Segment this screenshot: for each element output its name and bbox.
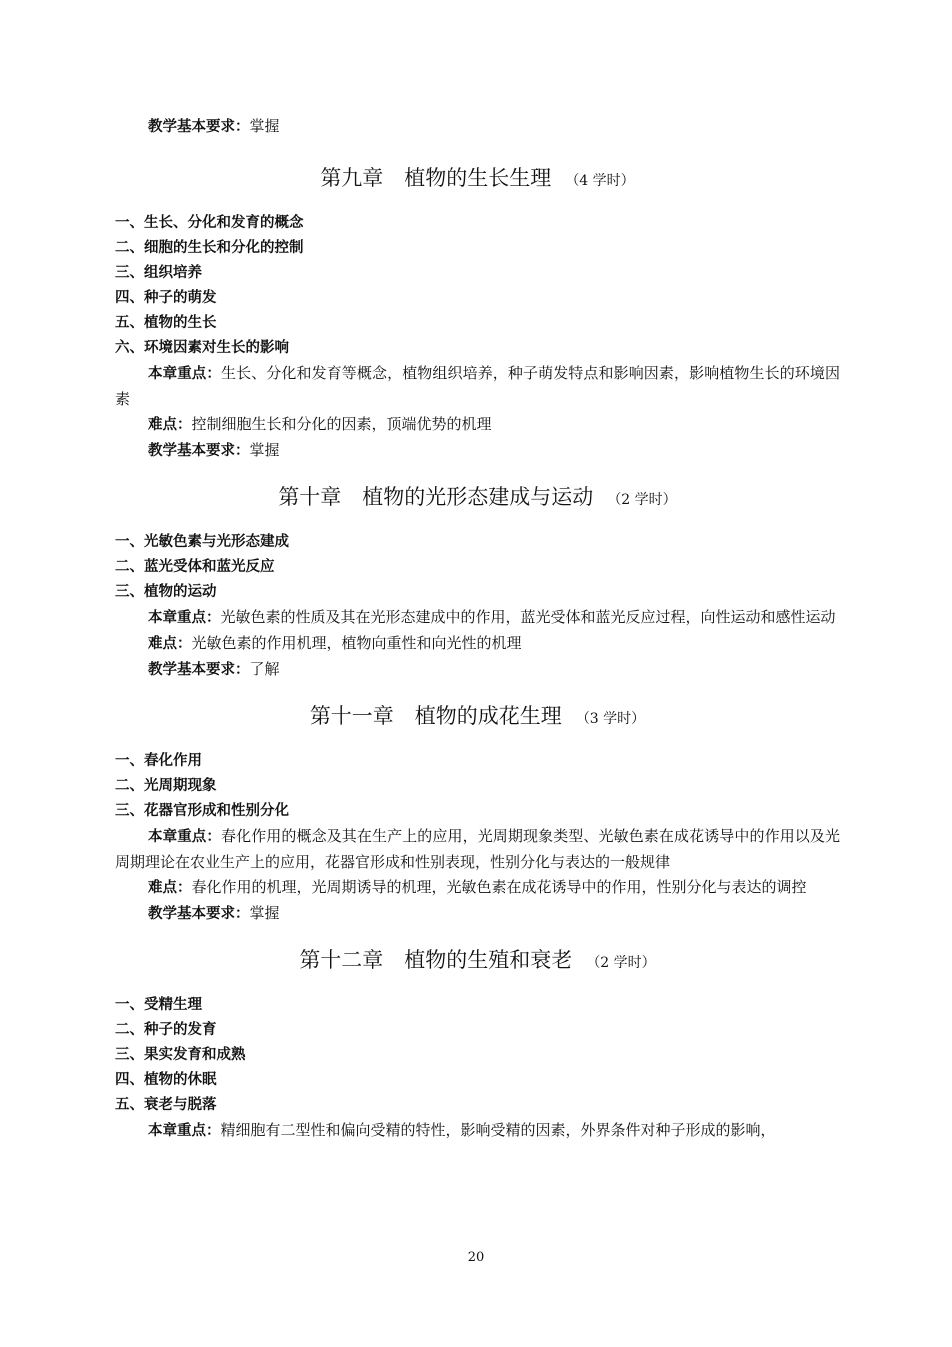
difficulties	[115, 875, 840, 901]
chapter-hours: （2 学时）	[607, 492, 677, 508]
key-points-label: 本章重点：	[148, 610, 221, 626]
difficulties-label: 难点：	[148, 636, 192, 652]
key-points-text: 光敏色素的性质及其在光形态建成中的作用，蓝光受体和蓝光反应过程，向性运动和感性运动	[220, 608, 836, 626]
teaching-requirement	[115, 438, 840, 464]
section-item: 三、果实发育和成熟	[115, 1047, 246, 1063]
section-item: 五、植物的生长	[115, 315, 217, 331]
difficulties-text: 春化作用的机理，光周期诱导的机理，光敏色素在成花诱导中的作用，性别分化与表达的调控	[191, 878, 807, 896]
chapter-title: 第十章 植物的光形态建成与运动	[278, 485, 594, 509]
requirement-text: 掌握	[249, 117, 280, 135]
chapter-hours: （2 学时）	[586, 955, 656, 971]
section-item: 一、春化作用	[115, 753, 202, 769]
chapter-hours: （4 学时）	[565, 173, 635, 189]
difficulties-label: 难点：	[148, 417, 192, 433]
requirement-text: 掌握	[249, 441, 280, 459]
section-item: 六、环境因素对生长的影响	[115, 340, 289, 356]
key-points-text: 春化作用的概念及其在生产上的应用，光周期现象类型、光敏色素在成花诱导中的作用以及光周期理论在农业生产上的应用，花器官形成和性别表现，性别分化与表达的一般规律	[115, 827, 840, 871]
chapter-title: 第九章 植物的生长生理	[320, 166, 552, 190]
requirement-label: 教学基本要求：	[148, 662, 250, 678]
requirement-label: 教学基本要求：	[148, 119, 250, 135]
section-item: 一、生长、分化和发育的概念	[115, 215, 304, 231]
section-item: 三、植物的运动	[115, 584, 217, 600]
requirement-text: 了解	[249, 660, 280, 678]
section-item: 二、光周期现象	[115, 778, 217, 794]
section-item: 一、光敏色素与光形态建成	[115, 534, 289, 550]
chapter-heading	[115, 145, 840, 211]
key-points-label: 本章重点：	[148, 829, 221, 845]
page-number: 20	[467, 1250, 485, 1265]
difficulties-label: 难点：	[148, 880, 192, 896]
requirement-label: 教学基本要求：	[148, 906, 250, 922]
chapter-title: 第十一章 植物的成花生理	[309, 704, 562, 728]
difficulties-text: 控制细胞生长和分化的因素，顶端优势的机理	[191, 415, 492, 433]
section-item: 二、细胞的生长和分化的控制	[115, 240, 304, 256]
key-points-label: 本章重点：	[148, 1123, 221, 1139]
section-item: 一、受精生理	[115, 997, 202, 1013]
section-item: 三、组织培养	[115, 265, 202, 281]
requirement-text: 掌握	[249, 904, 280, 922]
key-points-text: 生长、分化和发育等概念，植物组织培养，种子萌发特点和影响因素，影响植物生长的环境因素	[115, 364, 840, 408]
teaching-requirement	[115, 901, 840, 927]
section-item: 二、种子的发育	[115, 1022, 217, 1038]
difficulties	[115, 631, 840, 657]
chapter-heading	[115, 927, 840, 993]
section-item: 二、蓝光受体和蓝光反应	[115, 559, 275, 575]
difficulties	[115, 412, 840, 438]
requirement-label: 教学基本要求：	[148, 443, 250, 459]
key-points	[115, 824, 840, 875]
key-points	[115, 361, 840, 412]
difficulties-text: 光敏色素的作用机理，植物向重性和向光性的机理	[191, 634, 522, 652]
key-points	[115, 605, 840, 631]
chapter-heading	[115, 464, 840, 530]
section-item: 三、花器官形成和性别分化	[115, 803, 289, 819]
section-item: 四、种子的萌发	[115, 290, 217, 306]
chapter-hours: （3 学时）	[575, 711, 646, 727]
teaching-requirement	[115, 114, 840, 140]
section-item: 四、植物的休眠	[115, 1072, 217, 1088]
teaching-requirement	[115, 657, 840, 683]
key-points-text: 精细胞有二型性和偏向受精的特性，影响受精的因素，外界条件对种子形成的影响，	[220, 1121, 776, 1139]
page-content	[115, 114, 840, 1144]
key-points	[115, 1118, 840, 1144]
chapter-title: 第十二章 植物的生殖和衰老	[299, 948, 573, 972]
key-points-label: 本章重点：	[148, 366, 221, 382]
chapter-heading	[115, 683, 840, 749]
section-item: 五、衰老与脱落	[115, 1097, 217, 1113]
